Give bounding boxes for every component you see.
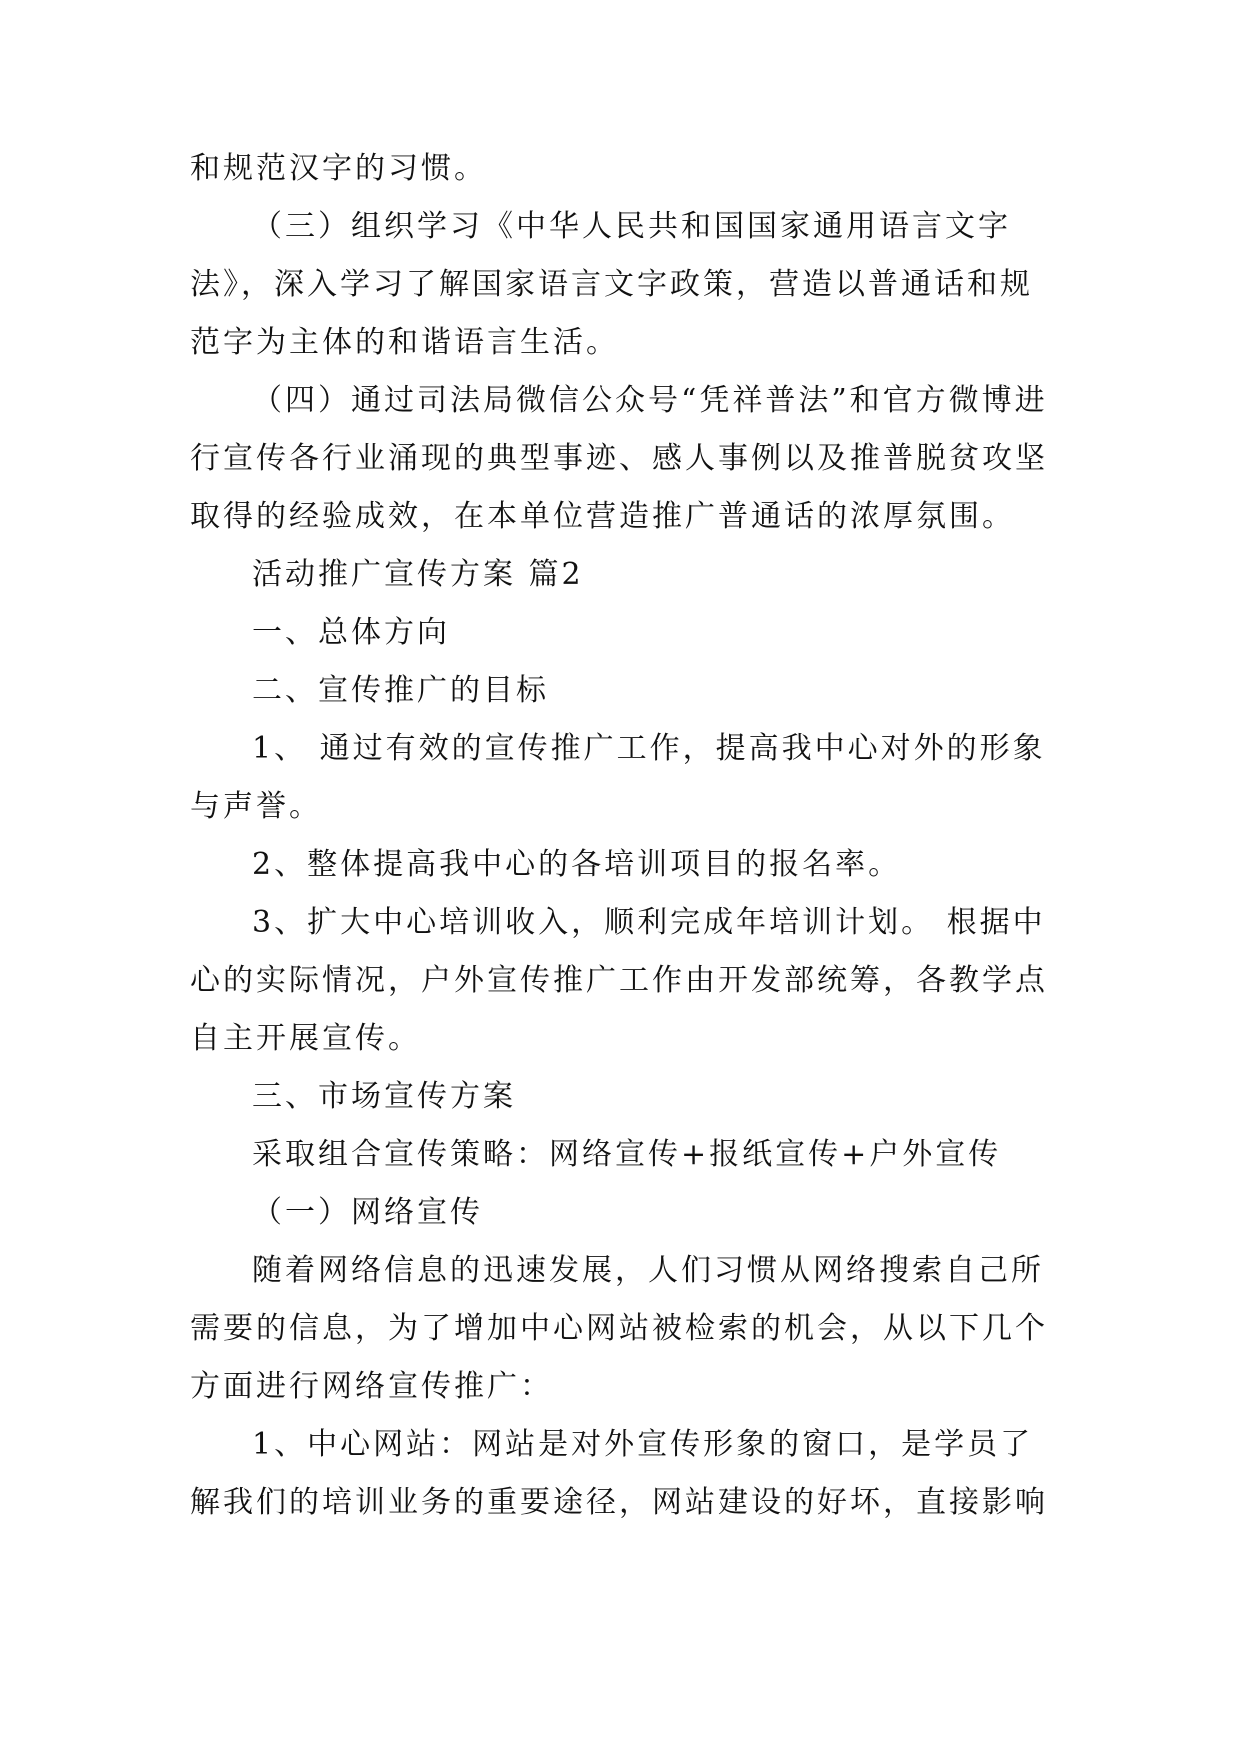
section-title: 活动推广宣传方案 篇2 [252,557,584,592]
online-promotion-paragraph: 随着网络信息的迅速发展，人们习惯从网络搜索自己所需要的信息，为了增加中心网站被检索的机会，从以下几个方面进行网络宣传推广： [190,1253,1048,1404]
paragraph-2: （三）组织学习《中华人民共和国国家通用语言文字法》，深入学习了解国家语言文字政策，营造以普通话和规范字为主体的和谐语言生活。 [190,209,1033,360]
goal-item-1: 1、 通过有效的宣传推广工作，提高我中心对外的形象与声誉。 [190,731,1046,824]
heading-online-promotion: （一）网络宣传 [252,1195,483,1230]
goal-item-2: 2、整体提高我中心的各培训项目的报名率。 [252,847,902,882]
goal-item-3: 3、扩大中心培训收入，顺利完成年培训计划。 根据中心的实际情况，户外宣传推广工作由开发部统筹，各教学点自主开展宣传。 [190,905,1048,1056]
website-paragraph: 1、中心网站：网站是对外宣传形象的窗口，是学员了解我们的培训业务的重要途径，网站建设的好坏，直接影响 [190,1427,1048,1520]
document-page [190,140,1060,1532]
heading-general-direction: 一、总体方向 [252,615,450,650]
heading-market-plan: 三、市场宣传方案 [252,1079,516,1114]
strategy-paragraph: 采取组合宣传策略：网络宣传+报纸宣传+户外宣传 [252,1137,1002,1172]
paragraph-1: 和规范汉字的习惯。 [190,151,487,186]
paragraph-3: （四）通过司法局微信公众号“凭祥普法”和官方微博进行宣传各行业涌现的典型事迹、感人事例以及推普脱贫攻坚取得的经验成效，在本单位营造推广普通话的浓厚氛围。 [190,383,1048,534]
heading-goals: 二、宣传推广的目标 [252,673,549,708]
